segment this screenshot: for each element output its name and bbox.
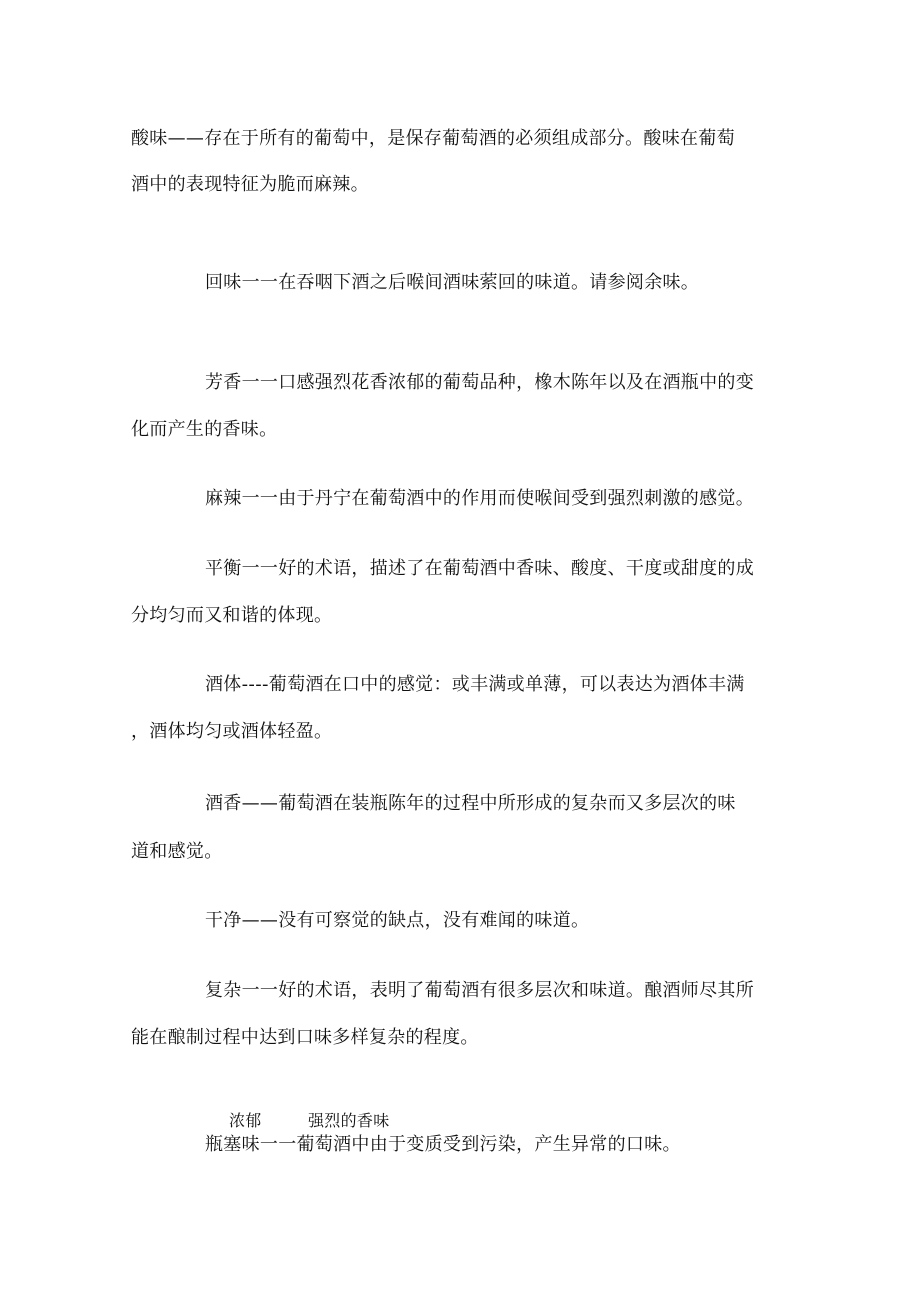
- entry-aroma-line-1: 芳香一一口感强烈花香浓郁的葡萄品种，橡木陈年以及在酒瓶中的变: [205, 372, 754, 393]
- entry-balance-line-2: 分均匀而又和谐的体现。: [131, 605, 333, 626]
- entry-body-line-1: 酒体----葡萄酒在口中的感觉：或丰满或单薄，可以表达为酒体丰满: [205, 674, 745, 695]
- entry-heady-term: 浓郁: [229, 1111, 262, 1130]
- entry-aftertaste-line-1: 回味一一在吞咽下酒之后喉间酒味萦回的味道。请参阅余味。: [205, 272, 700, 293]
- entry-heady-definition: 强烈的香味: [308, 1111, 390, 1130]
- entry-acidity-line-1: 酸味——存在于所有的葡萄中，是保存葡萄酒的必须组成部分。酸味在葡萄: [131, 128, 735, 149]
- entry-balance-line-1: 平衡一一好的术语，描述了在葡萄酒中香味、酸度、干度或甜度的成: [205, 558, 754, 579]
- entry-acidity-line-2: 酒中的表现特征为脆而麻辣。: [131, 174, 369, 195]
- entry-complex-line-2: 能在酿制过程中达到口味多样复杂的程度。: [131, 1027, 479, 1048]
- entry-corked-line-1: 瓶塞味一一葡萄酒中由于变质受到污染，产生异常的口味。: [205, 1134, 681, 1155]
- entry-aroma-line-2: 化而产生的香味。: [131, 419, 278, 440]
- entry-bouquet-line-2: 道和感觉。: [131, 841, 223, 862]
- entry-bouquet-line-1: 酒香——葡萄酒在装瓶陈年的过程中所形成的复杂而又多层次的味: [205, 793, 736, 814]
- entry-body-line-2: ，酒体均匀或酒体轻盈。: [131, 721, 333, 742]
- entry-astringent-line-1: 麻辣一一由于丹宁在葡萄酒中的作用而使喉间受到强烈刺激的感觉。: [205, 488, 754, 509]
- entry-complex-line-1: 复杂一一好的术语，表明了葡萄酒有很多层次和味道。酿酒师尽其所: [205, 980, 754, 1001]
- entry-clean-line-1: 干净——没有可察觉的缺点，没有难闻的味道。: [205, 910, 590, 931]
